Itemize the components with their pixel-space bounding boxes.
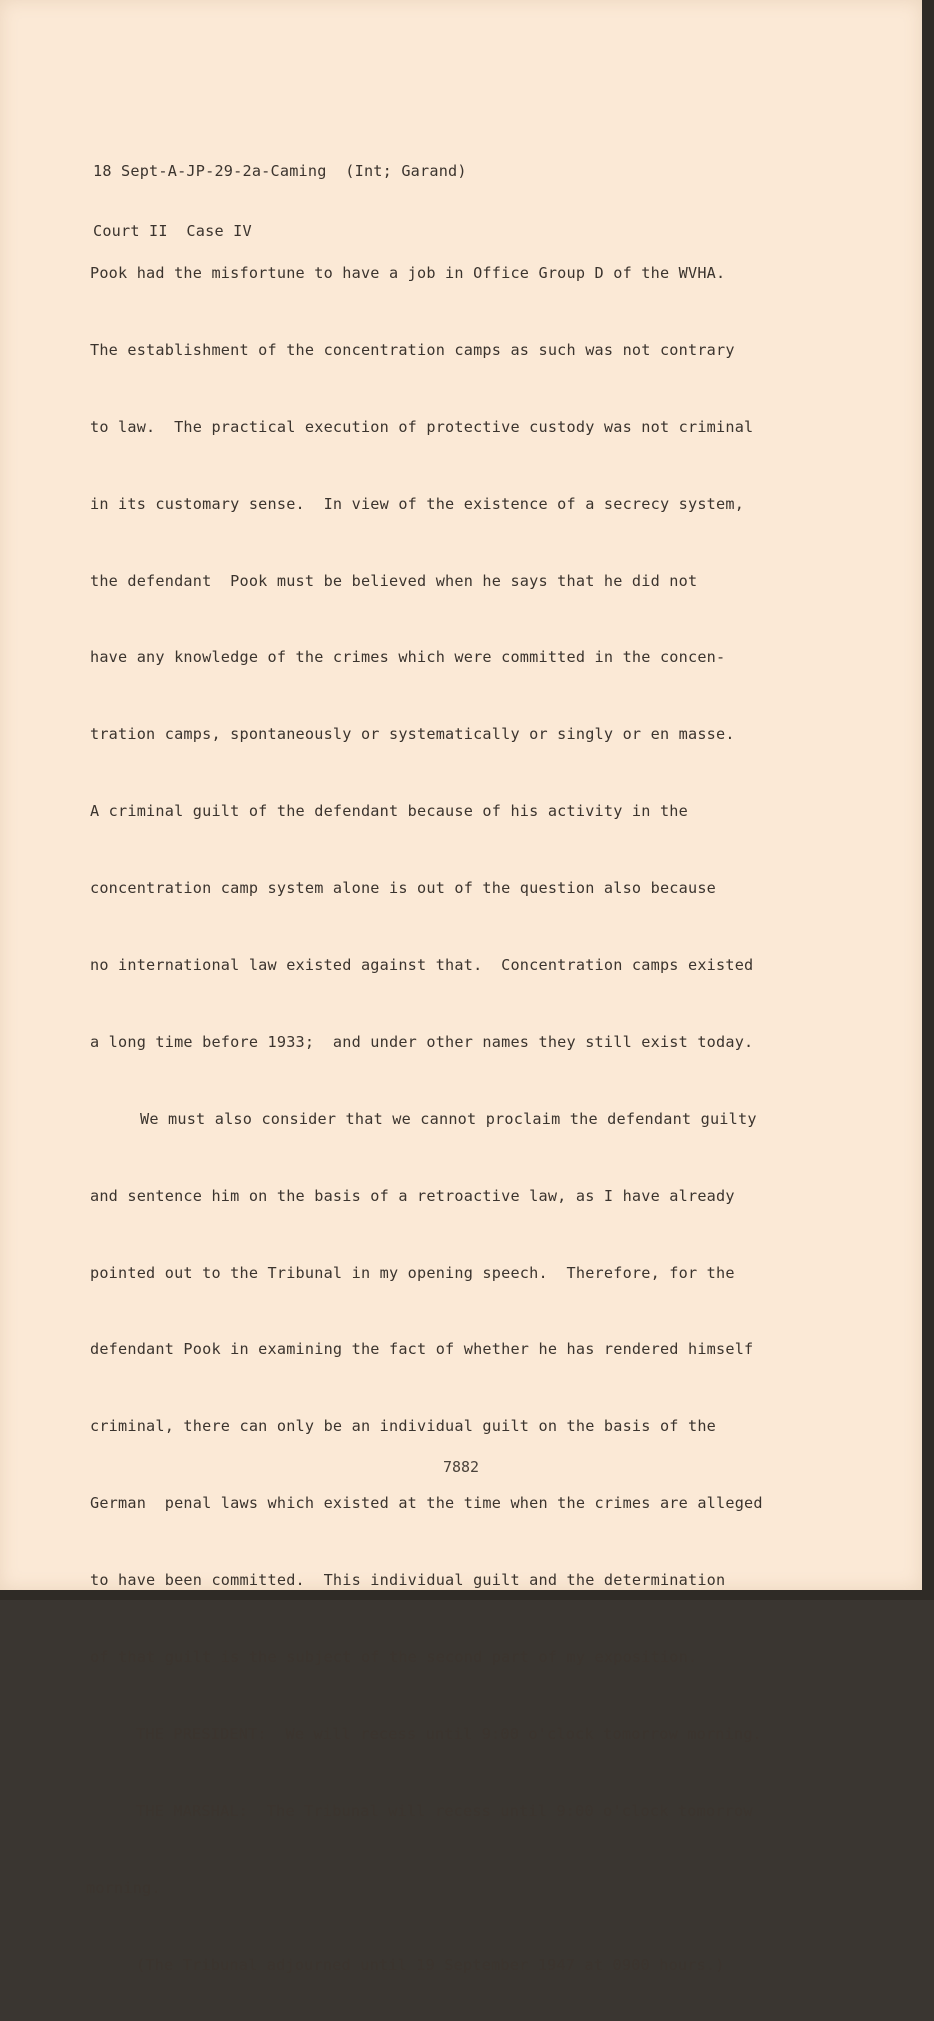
transcript-line: of that guilt is the subject of the second part of my exposition. <box>90 1648 698 1667</box>
transcript-line: defendant Pook in examining the fact of whether he has rendered himself <box>90 1340 754 1359</box>
transcript-line: pointed out to the Tribunal in my opening speech. Therefore, for the <box>90 1263 735 1282</box>
transcript-line: The establishment of the concentration camps as such was not contrary <box>90 340 735 359</box>
transcript-line: have any knowledge of the crimes which were committed in the concen- <box>90 648 726 667</box>
transcript-line: We must also consider that we cannot proclaim the defendant guilty <box>140 1109 757 1128</box>
transcript-line: concentration camp system alone is out of the question also because <box>90 879 717 898</box>
transcript-line: Pook had the misfortune to have a job in Office Group D of the WVHA. <box>90 264 726 282</box>
marshal-statement: THE MARSHAL: The Tribunal will recess until 9:00 o'clock tomorrow <box>136 1801 753 1820</box>
transcript-line: criminal, there can only be an individual guilt on the basis of the <box>90 1417 717 1436</box>
page-number: 7882 <box>442 1458 480 1476</box>
transcript-line: tration camps, spontaneously or systematically or singly or en masse. <box>90 725 735 744</box>
scan-edge-right <box>922 0 934 1600</box>
transcript-line: no international law existed against that. Concentration camps existed <box>90 956 754 975</box>
header-session-line: 18 Sept-A-JP-29-2a-Caming (Int; Garand) <box>93 162 467 180</box>
transcript-body <box>86 217 763 2021</box>
transcript-line: in its customary sense. In view of the existence of a secrecy system, <box>90 494 745 513</box>
transcript-line: to have been committed. This individual guilt and the determination <box>90 1571 726 1590</box>
transcript-line: German penal laws which existed at the time when the crimes are alleged <box>90 1494 763 1513</box>
transcript-line: the defendant Pook must be believed when he says that he did not <box>90 571 698 590</box>
header-court-line: Court II Case IV <box>93 222 252 240</box>
scan-edge-bottom <box>0 1590 934 1600</box>
president-statement: THE PRESIDENT: We will recess until 9:00 o'clock tomorrow morning. <box>136 1724 763 1743</box>
adjournment-note: (The Tribunal adjourned until 19 September 1947 at 0900 hours.) <box>136 1955 725 1974</box>
transcript-line: and sentence him on the basis of a retroactive law, as I have already <box>90 1186 735 1205</box>
transcript-line: to law. The practical execution of protective custody was not criminal <box>90 417 754 436</box>
transcript-line: A criminal guilt of the defendant because of his activity in the <box>90 802 688 821</box>
transcript-line: morning. <box>86 1878 161 1897</box>
transcript-line: a long time before 1933; and under other names they still exist today. <box>90 1032 754 1051</box>
